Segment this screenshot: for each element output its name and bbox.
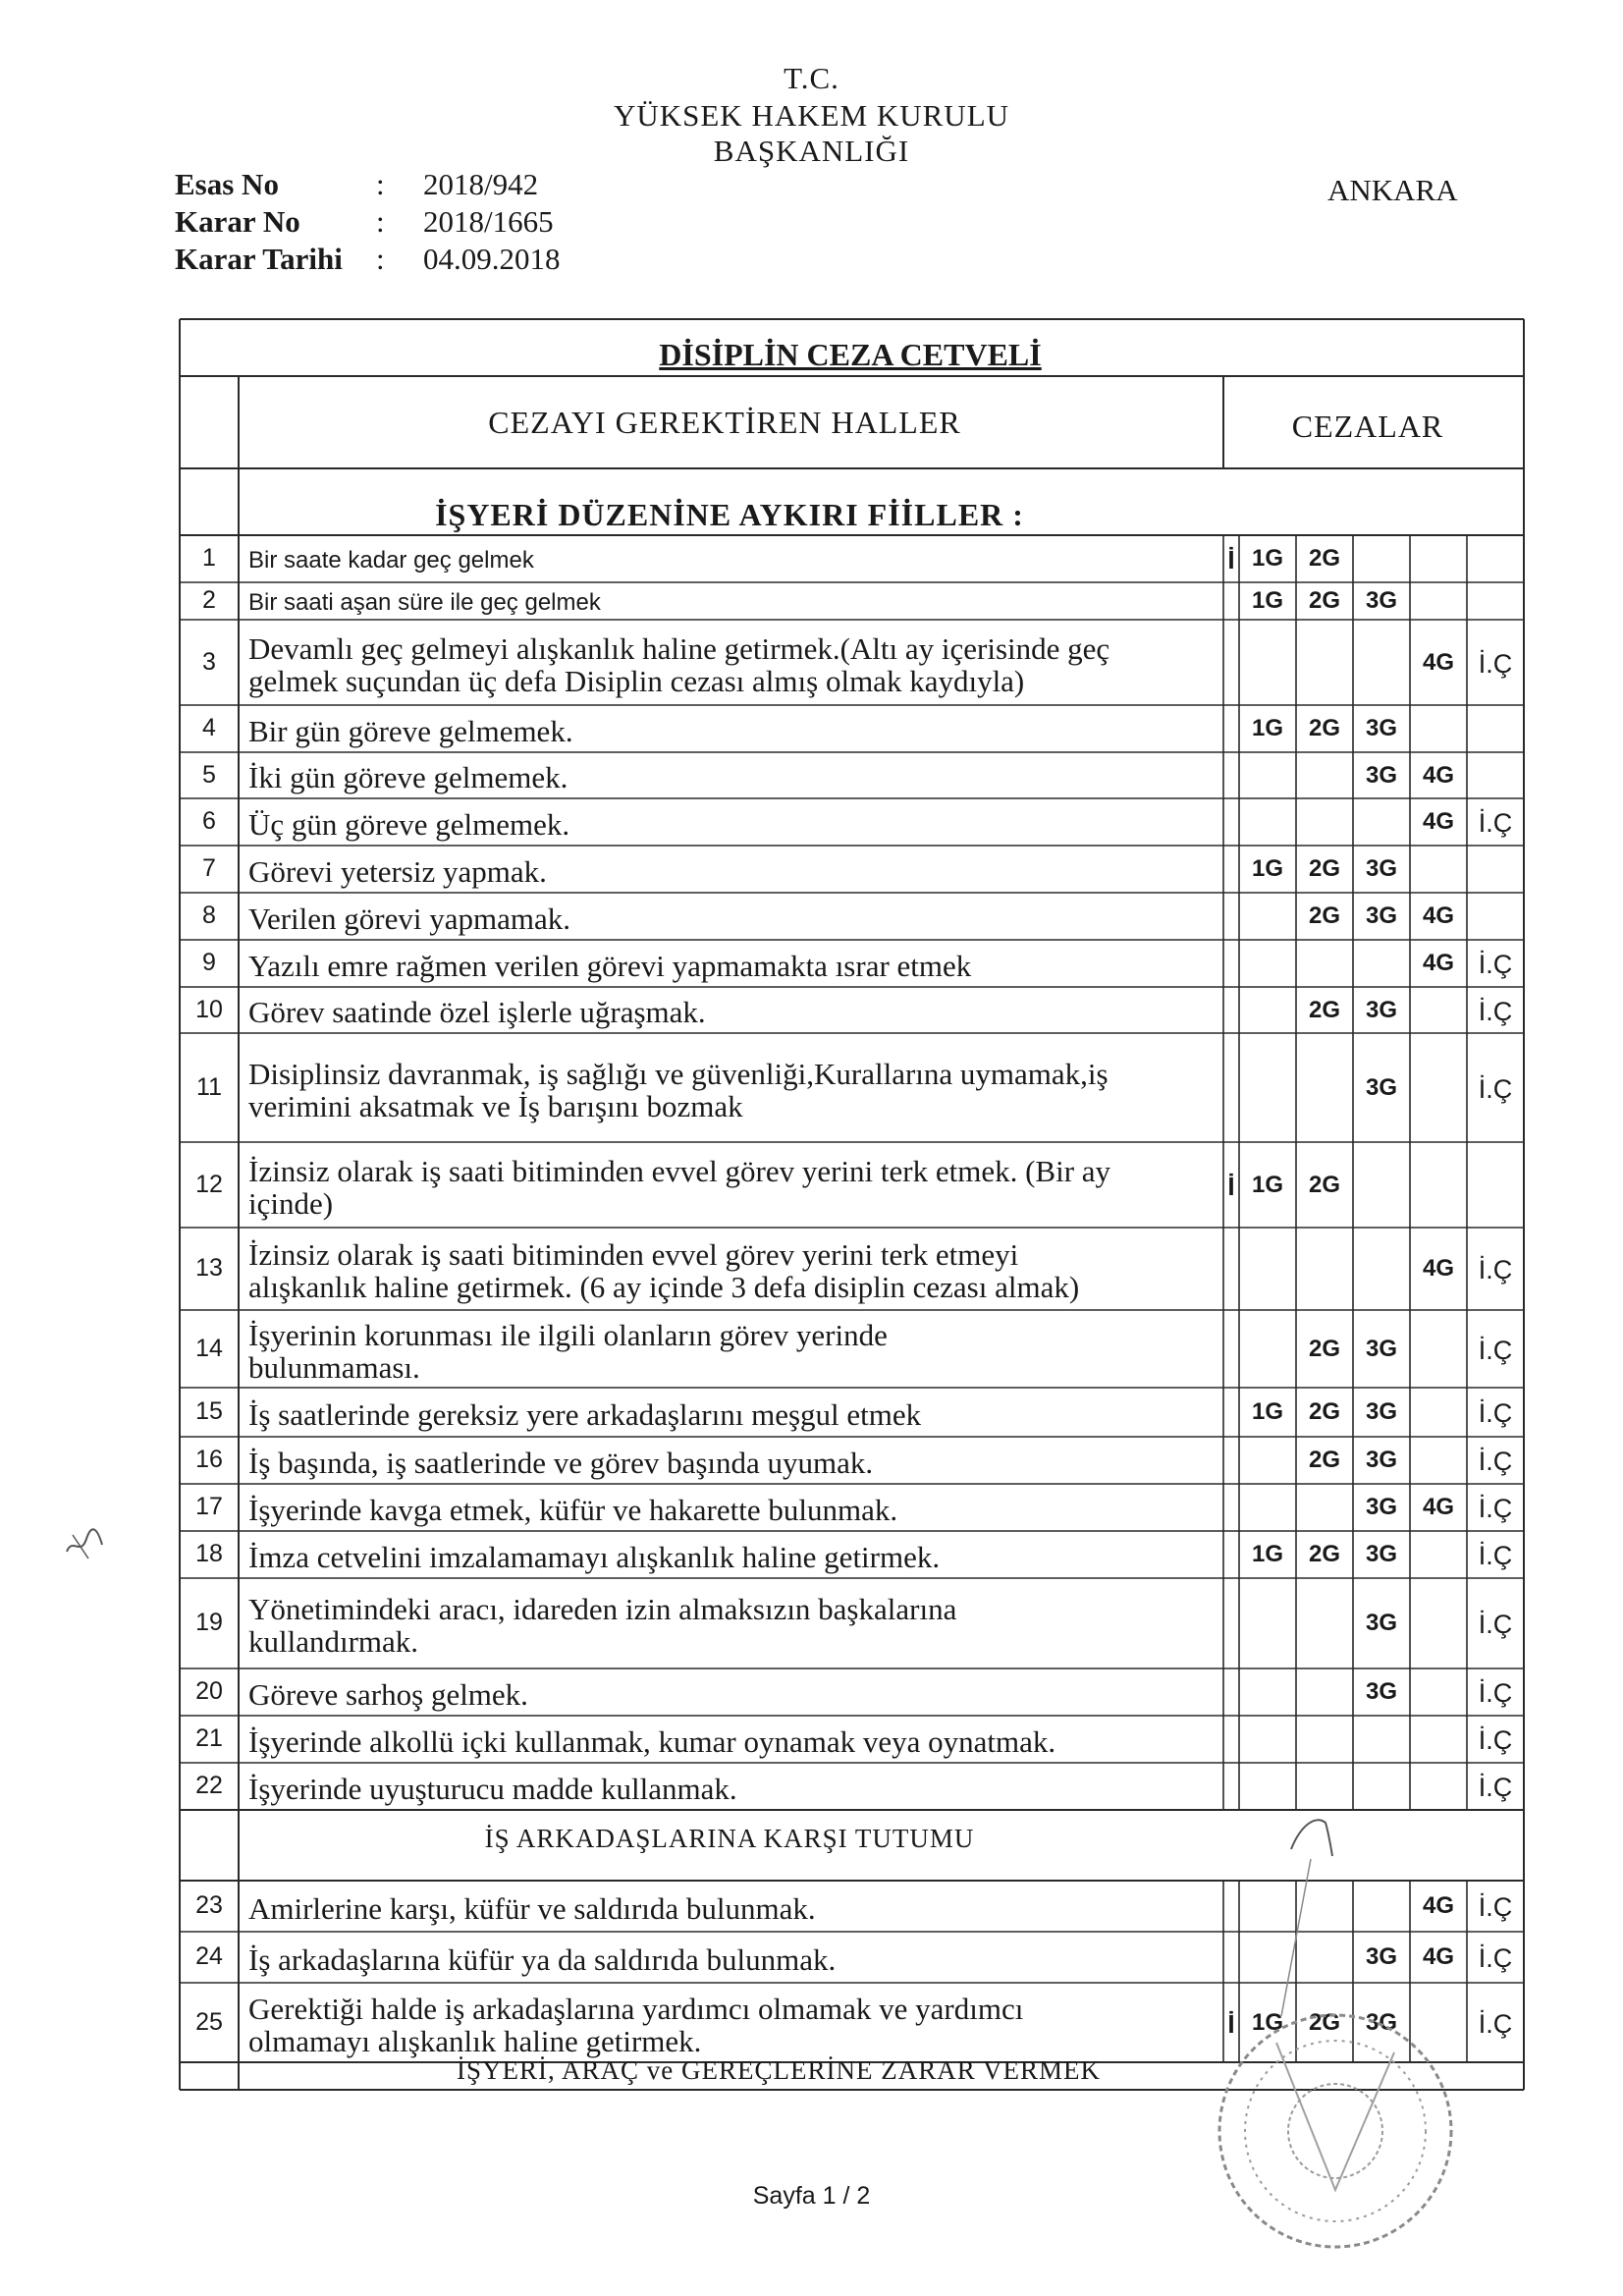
header-country: T.C. — [784, 61, 839, 95]
header-city: ANKARA — [1327, 173, 1458, 207]
row-number: 7 — [202, 854, 216, 882]
row-number: 1 — [202, 544, 216, 572]
row-description — [248, 950, 1219, 982]
penalty-cell: 3G — [1365, 1678, 1397, 1705]
row-description-line: Bir saate kadar geç gelmek — [248, 547, 534, 574]
penalty-cell: 3G — [1365, 996, 1397, 1023]
penalty-cell: 4G — [1422, 761, 1454, 789]
row-number: 16 — [195, 1446, 223, 1473]
penalty-cell: 2G — [1308, 2008, 1340, 2036]
meta-value: 2018/942 — [423, 167, 539, 201]
penalty-cell: İ.Ç — [1478, 1892, 1513, 1922]
penalty-cell: İ.Ç — [1478, 648, 1513, 679]
row-description — [248, 1725, 1219, 1758]
row-description-line: Görev saatinde özel işlerle uğraşmak. — [248, 995, 706, 1029]
row-number: 6 — [202, 807, 216, 835]
row-description-line: Yönetimindeki aracı, idareden izin almaksızın başkalarına — [248, 1592, 957, 1626]
penalty-cell: 2G — [1308, 1398, 1340, 1425]
penalty-cell: 1G — [1251, 1398, 1283, 1425]
penalty-cell: İ.Ç — [1478, 2008, 1513, 2039]
row-number: 23 — [195, 1891, 223, 1919]
penalty-cell: 1G — [1251, 855, 1283, 882]
meta-label: Esas No — [175, 167, 279, 201]
row-description — [248, 588, 1219, 618]
row-description — [248, 855, 1219, 888]
penalty-cell: 4G — [1422, 1892, 1454, 1919]
penalty-cell: İ.Ç — [1478, 1610, 1513, 1639]
penalty-cell: 2G — [1308, 1171, 1340, 1198]
row-description-line: kullandırmak. — [248, 1624, 419, 1659]
penalty-cell: 2G — [1308, 902, 1340, 929]
row-description-line: Amirlerine karşı, küfür ve saldırıda bulunmak. — [248, 1890, 816, 1926]
penalty-cell: 2G — [1308, 587, 1340, 614]
meta-colon: : — [376, 167, 385, 201]
row-number: 4 — [202, 714, 216, 741]
row-number: 22 — [195, 1772, 223, 1799]
row-description — [248, 761, 1219, 793]
row-description — [248, 1398, 1219, 1431]
penalty-cell: 1G — [1251, 715, 1283, 741]
row-description-line: İşyerinin korunması ile ilgili olanların görev yerinde — [248, 1317, 888, 1352]
row-description — [248, 1773, 1219, 1805]
row-description — [248, 1541, 1219, 1573]
penalty-cell: 2G — [1308, 1541, 1340, 1567]
meta-value: 04.09.2018 — [423, 242, 561, 276]
penalty-cell: 2G — [1308, 1335, 1340, 1362]
meta-colon: : — [376, 204, 385, 239]
penalty-cell: İ.Ç — [1478, 808, 1513, 838]
penalty-cell: 2G — [1308, 996, 1340, 1023]
row-description — [248, 1593, 1219, 1658]
penalty-cell: 1G — [1251, 545, 1283, 572]
row-description — [248, 902, 1219, 935]
penalty-cell: 3G — [1365, 1610, 1397, 1636]
row-number: 14 — [195, 1334, 223, 1362]
row-number: 10 — [195, 995, 223, 1023]
row-description-line: İşyerinde alkollü içki kullanmak, kumar oynamak veya oynatmak. — [248, 1723, 1056, 1759]
penalty-cell: 3G — [1365, 1541, 1397, 1567]
penalty-cell: 4G — [1422, 648, 1454, 676]
row-description-line: olmamayı alışkanlık haline getirmek. — [248, 2023, 702, 2058]
penalty-cell: 3G — [1365, 1073, 1397, 1101]
row-description — [248, 1155, 1219, 1220]
row-description-line: İşyerinde kavga etmek, küfür ve hakarette bulunmak. — [248, 1492, 898, 1527]
signature-mark — [59, 1517, 108, 1566]
section-heading-damage: İŞYERİ, ARAÇ ve GEREÇLERİNE ZARAR VERMEK — [456, 2055, 1101, 2085]
row-description-line: Bir saati aşan süre ile geç gelmek — [248, 589, 601, 616]
penalty-cell: 3G — [1365, 761, 1397, 789]
row-description-line: Göreve sarhoş gelmek. — [248, 1676, 528, 1712]
penalty-cell: 3G — [1365, 715, 1397, 741]
row-description — [248, 996, 1219, 1028]
row-description — [248, 1892, 1219, 1925]
row-number: 18 — [195, 1540, 223, 1567]
penalty-cell: 4G — [1422, 1255, 1454, 1282]
penalty-cell: 3G — [1365, 855, 1397, 882]
row-number: 25 — [195, 2007, 223, 2036]
meta-label: Karar Tarihi — [175, 242, 343, 276]
row-description — [248, 1943, 1219, 1976]
row-number: 15 — [195, 1397, 223, 1425]
row-description-line: İki gün göreve gelmemek. — [248, 760, 568, 794]
penalty-cell: İ — [1227, 2008, 1235, 2039]
row-description-line: İzinsiz olarak iş saati bitiminden evvel görev yerini terk etmek. (Bir ay — [248, 1153, 1111, 1188]
row-description-line: Üç gün göreve gelmemek. — [248, 806, 570, 842]
penalty-cell: İ.Ç — [1478, 1773, 1513, 1802]
penalty-cell: İ — [1227, 545, 1235, 574]
row-number: 8 — [202, 902, 216, 929]
row-description-line: Gerektiği halde iş arkadaşlarına yardımcı olmamak ve yardımcı — [248, 1991, 1024, 2026]
penalty-cell: 4G — [1422, 950, 1454, 976]
page-footer: Sayfa 1 / 2 — [752, 2182, 871, 2210]
section-heading-colleagues: İŞ ARKADAŞLARINA KARŞI TUTUMU — [484, 1824, 975, 1853]
penalty-cell: 1G — [1251, 2008, 1283, 2036]
row-description — [248, 808, 1219, 841]
penalty-cell: 3G — [1365, 902, 1397, 929]
penalty-cell: 4G — [1422, 902, 1454, 929]
row-description-line: alışkanlık haline getirmek. (6 ay içinde 3 defa disiplin cezası almak) — [248, 1270, 1080, 1304]
section-heading-workplace-order: İŞYERİ DÜZENİNE AYKIRI FİİLLER : — [435, 497, 1024, 532]
penalty-cell: 1G — [1251, 587, 1283, 614]
row-description-line: İşyerinde uyuşturucu madde kullanmak. — [248, 1771, 737, 1806]
row-description — [248, 1447, 1219, 1479]
row-description-line: bulunmaması. — [248, 1349, 420, 1385]
penalty-cell: İ.Ç — [1478, 996, 1513, 1026]
row-description-line: Yazılı emre rağmen verilen görevi yapmamakta ısrar etmek — [248, 948, 972, 983]
row-description-line: İzinsiz olarak iş saati bitiminden evvel görev yerini terk etmeyi — [248, 1237, 1019, 1272]
penalty-cell: 3G — [1365, 1447, 1397, 1473]
row-description-line: Devamlı geç gelmeyi alışkanlık haline getirmek.(Altı ay içerisinde geç — [248, 630, 1110, 666]
column-header-cases: CEZAYI GEREKTİREN HALLER — [488, 405, 961, 440]
penalty-cell: İ.Ç — [1478, 1678, 1513, 1708]
penalty-cell: 1G — [1251, 1541, 1283, 1567]
row-description-line: Verilen görevi yapmamak. — [248, 901, 570, 936]
penalty-cell: 3G — [1365, 587, 1397, 614]
row-description-line: İmza cetvelini imzalamamayı alışkanlık haline getirmek. — [248, 1539, 941, 1574]
penalty-cell: İ.Ç — [1478, 1447, 1513, 1476]
penalty-cell: İ.Ç — [1478, 1255, 1513, 1285]
row-description — [248, 715, 1219, 747]
penalty-cell: İ.Ç — [1478, 1073, 1513, 1104]
penalty-cell: 2G — [1308, 855, 1340, 882]
penalty-cell: 3G — [1365, 1494, 1397, 1520]
penalty-cell: İ.Ç — [1478, 1541, 1513, 1570]
penalty-cell: 4G — [1422, 1494, 1454, 1520]
penalty-cell: 4G — [1422, 1943, 1454, 1970]
penalty-cell: 2G — [1308, 545, 1340, 572]
penalty-cell: 1G — [1251, 1171, 1283, 1198]
row-description — [248, 1058, 1219, 1122]
penalty-cell: 2G — [1308, 715, 1340, 741]
row-description-line: içinde) — [248, 1185, 334, 1221]
penalty-cell: 4G — [1422, 808, 1454, 835]
row-number: 2 — [202, 586, 216, 614]
official-seal-stamp — [1188, 1984, 1483, 2278]
meta-value: 2018/1665 — [423, 204, 554, 239]
row-description — [248, 632, 1219, 697]
row-description-line: İş başında, iş saatlerinde ve görev başında uyumak. — [248, 1445, 874, 1480]
row-number: 9 — [202, 949, 216, 976]
penalty-cell: İ — [1227, 1171, 1235, 1201]
column-header-penalties: CEZALAR — [1291, 409, 1444, 444]
row-description — [248, 1993, 1219, 2057]
meta-colon: : — [376, 242, 385, 276]
header-institution: YÜKSEK HAKEM KURULU — [613, 98, 1010, 133]
row-description-line: İş saatlerinde gereksiz yere arkadaşlarını meşgul etmek — [248, 1396, 922, 1432]
row-description-line: gelmek suçundan üç defa Disiplin cezası almış olmak kaydıyla) — [248, 663, 1025, 698]
row-number: 3 — [202, 647, 216, 676]
table-title: DİSİPLİN CEZA CETVELİ — [659, 337, 1042, 372]
penalty-cell: İ.Ç — [1478, 1943, 1513, 1973]
penalty-cell: İ.Ç — [1478, 1725, 1513, 1755]
row-number: 20 — [195, 1677, 223, 1705]
penalty-cell: 2G — [1308, 1447, 1340, 1473]
row-description-line: Görevi yetersiz yapmak. — [248, 853, 547, 889]
header-office: BAŞKANLIĞI — [713, 134, 910, 168]
row-description-line: Disiplinsiz davranmak, iş sağlığı ve güvenliği,Kurallarına uymamak,iş — [248, 1056, 1109, 1091]
penalty-cell: İ.Ç — [1478, 1398, 1513, 1428]
row-number: 12 — [195, 1170, 223, 1198]
penalty-cell: İ.Ç — [1478, 1335, 1513, 1365]
meta-label: Karar No — [175, 204, 300, 239]
row-number: 17 — [195, 1493, 223, 1520]
row-number: 19 — [195, 1609, 223, 1636]
row-number: 5 — [202, 760, 216, 789]
row-number: 24 — [195, 1942, 223, 1970]
row-description-line: verimini aksatmak ve İş barışını bozmak — [248, 1088, 743, 1123]
penalty-cell: 3G — [1365, 1335, 1397, 1362]
row-description-line: Bir gün göreve gelmemek. — [248, 713, 573, 748]
penalty-cell: 3G — [1365, 1398, 1397, 1425]
row-number: 13 — [195, 1254, 223, 1282]
penalty-cell: 3G — [1365, 2008, 1397, 2036]
row-description — [248, 1319, 1219, 1384]
row-description-line: İş arkadaşlarına küfür ya da saldırıda bulunmak. — [248, 1941, 837, 1977]
penalty-cell: 3G — [1365, 1943, 1397, 1970]
row-description — [248, 1494, 1219, 1526]
penalty-cell: İ.Ç — [1478, 950, 1513, 979]
row-description — [248, 1238, 1219, 1303]
handwritten-mark — [1271, 1805, 1360, 2021]
penalty-cell: İ.Ç — [1478, 1494, 1513, 1523]
row-number: 11 — [196, 1072, 222, 1101]
row-description — [248, 546, 1219, 575]
row-number: 21 — [195, 1724, 223, 1752]
row-description — [248, 1678, 1219, 1711]
